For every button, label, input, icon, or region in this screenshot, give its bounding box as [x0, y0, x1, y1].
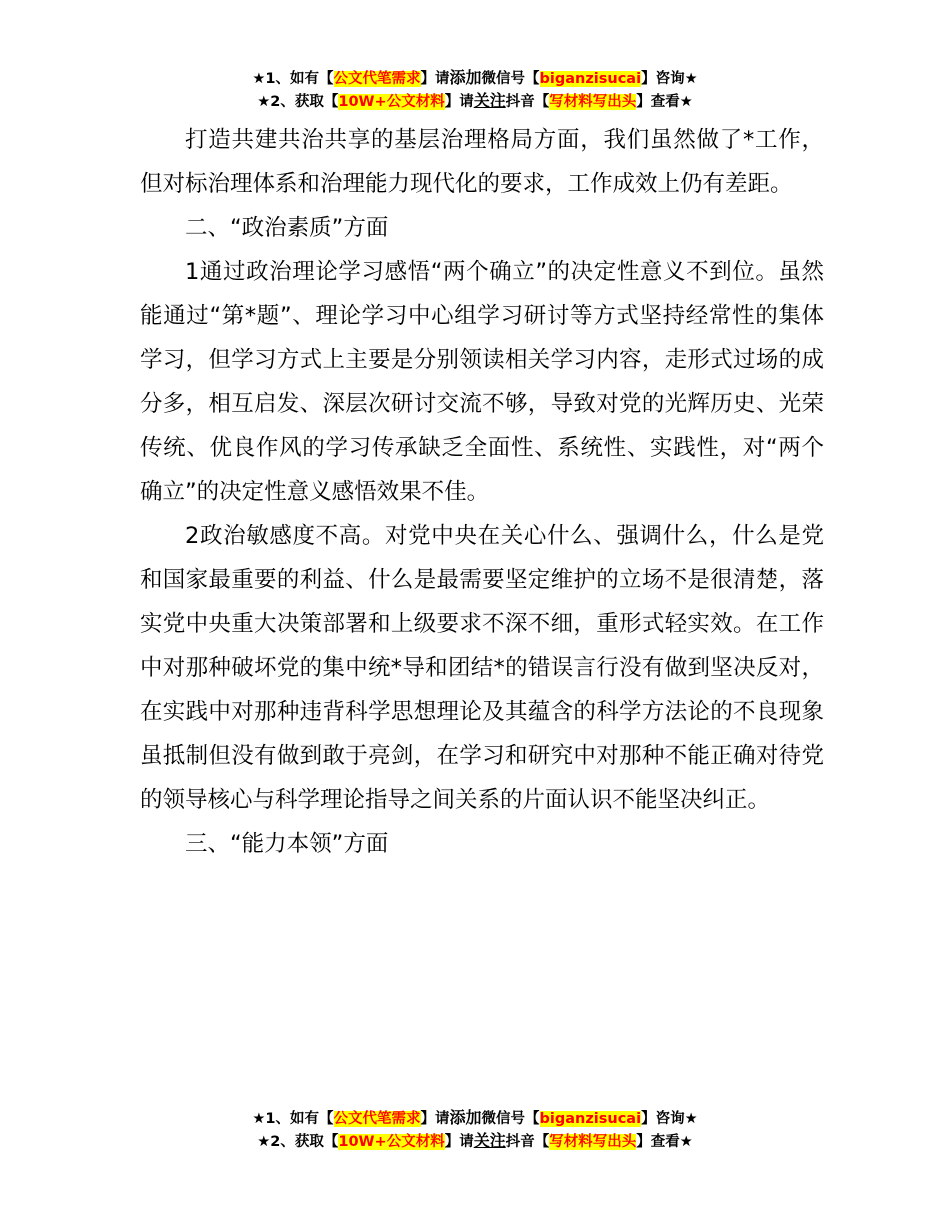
promo-highlight: 10W+公文材料 — [338, 94, 445, 110]
section-heading: 三、“能力本领”方面 — [185, 831, 389, 857]
promo-line-2 — [0, 90, 950, 113]
promo-text: 】咨询★ — [641, 71, 698, 87]
paragraph: 2政治敏感度不高。对党中央在关心什么、强调什么，什么是党和国家最重要的利益、什么是最需要坚定维护的立场不是很清楚，落实党中央重大决策部署和上级要求不深不细，重形式轻实效。在工作中对那种破坏党的集中统*导和团结*的错误言行没有做到坚决反对，在实践中对那种违背科学思想理论及其蕴含的科学方法论的不良现象虽抵制但没有做到敢于亮剑，在学习和研究中对那种不能正确对待党的领导核心与科学理论指导之间关系的片面认识不能坚决纠正。 — [140, 523, 824, 813]
promo-line-2 — [0, 1130, 950, 1153]
promo-emphasis: 添加 — [449, 68, 482, 87]
promo-text: 】请 — [444, 94, 474, 110]
promo-text: 抖音【 — [505, 94, 550, 110]
promo-text: 】查看★ — [636, 94, 693, 110]
promo-text: 】咨询★ — [641, 1111, 698, 1127]
promo-text: ★1、如有【 — [252, 71, 334, 87]
footer-promo-banner — [0, 1107, 950, 1153]
paragraph: 打造共建共治共享的基层治理格局方面，我们虽然做了*工作，但对标治理体系和治理能力现代化的要求，工作成效上仍有差距。 — [140, 127, 824, 197]
promo-text: ★2、获取【 — [257, 94, 339, 110]
paragraph: 1通过政治理论学习感悟“两个确立”的决定性意义不到位。虽然能通过“第*题”、理论学习中心组学习研讨等方式坚持经常性的集体学习，但学习方式上主要是分别领读相关学习内容，走形式过场的成分多，相互启发、深层次研讨交流不够，导致对党的光辉历史、光荣传统、优良作风的学习传承缺乏全面性、系统性、实践性，对“两个确立”的决定性意义感悟效果不佳。 — [140, 259, 824, 505]
promo-wechat-id: biganzisucai — [539, 71, 642, 87]
promo-text: 微信号【 — [481, 71, 540, 87]
document-body — [140, 118, 824, 866]
promo-line-1 — [0, 67, 950, 90]
promo-text: 】请 — [420, 71, 450, 87]
section-heading: 二、“政治素质”方面 — [185, 215, 389, 241]
promo-emphasis: 添加 — [449, 1108, 482, 1127]
promo-text: 】查看★ — [636, 1134, 693, 1150]
promo-highlight: 公文代笔需求 — [333, 71, 421, 87]
promo-emphasis: 关注 — [473, 1131, 506, 1150]
promo-highlight: 写材料写出头 — [549, 94, 637, 110]
promo-highlight: 写材料写出头 — [549, 1134, 637, 1150]
header-promo-banner — [0, 67, 950, 113]
promo-emphasis: 关注 — [473, 91, 506, 110]
promo-line-1 — [0, 1107, 950, 1130]
promo-text: ★1、如有【 — [252, 1111, 334, 1127]
promo-text: 微信号【 — [481, 1111, 540, 1127]
promo-wechat-id: biganzisucai — [539, 1111, 642, 1127]
promo-text: 】请 — [420, 1111, 450, 1127]
promo-highlight: 10W+公文材料 — [338, 1134, 445, 1150]
promo-text: 抖音【 — [505, 1134, 550, 1150]
promo-text: 】请 — [444, 1134, 474, 1150]
promo-text: ★2、获取【 — [257, 1134, 339, 1150]
promo-highlight: 公文代笔需求 — [333, 1111, 421, 1127]
